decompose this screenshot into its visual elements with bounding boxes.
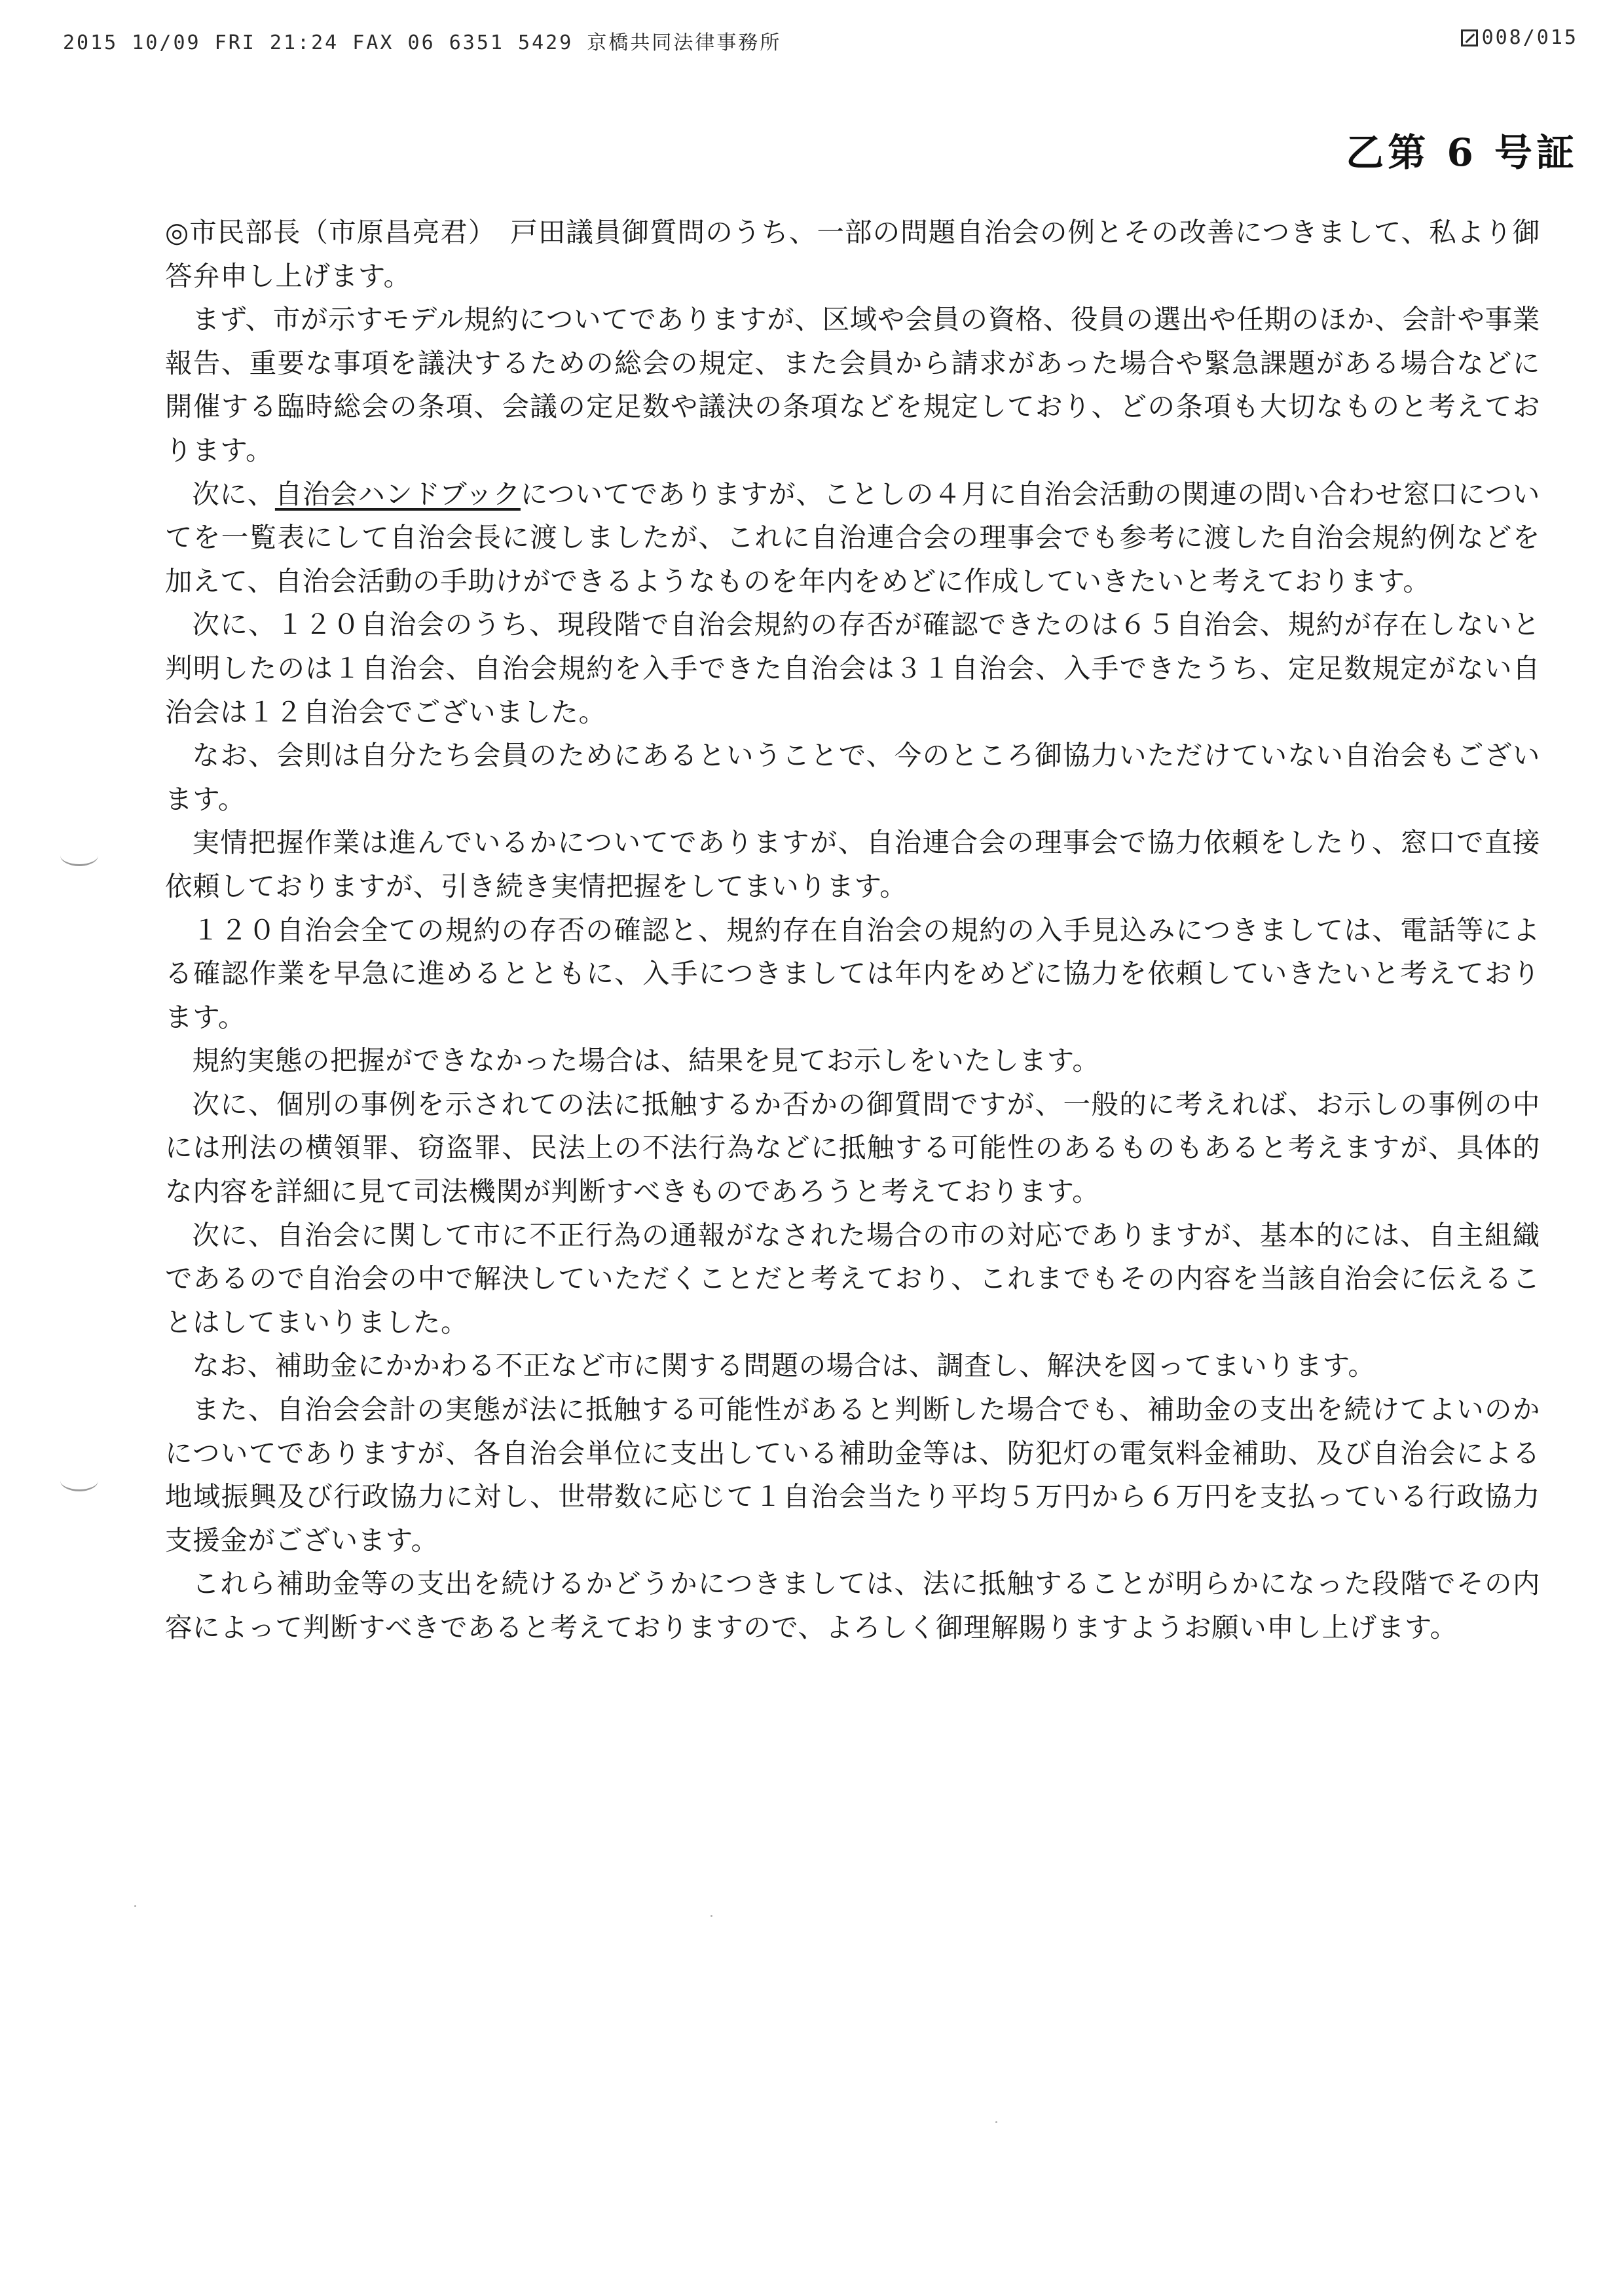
- exhibit-label: 乙第 6 号証: [1346, 130, 1578, 175]
- paragraph-text: についてでありますが、ことしの４月に自治会活動の関連の問い合わせ窓口についてを一覧表にして自治会長に渡しましたが、これに自治連合会の理事会でも参考に渡した自治会規約例などを加えて、自治会活動の手助けができるようなものを年内をめどに作成していきたいと考えております。: [165, 477, 1540, 597]
- scan-speck: [134, 1905, 136, 1907]
- scan-speck: [710, 1915, 712, 1917]
- fax-page-number: [1461, 26, 1578, 49]
- paragraph: まず、市が示すモデル規約についてでありますが、区域や会員の資格、役員の選出や任期のほか、会計や事業報告、重要な事項を議決するための総会の規定、また会員から請求があった場合や緊急課題がある場合などに開催する臨時総会の条項、会議の定足数や議決の条項などを規定しており、どの条項も大切なものと考えております。: [165, 303, 1540, 466]
- paragraph: 次に、自治会に関して市に不正行為の通報がなされた場合の市の対応でありますが、基本的には、自主組織であるので自治会の中で解決していただくことだと考えており、これまでもその内容を当該自治会に伝えることはしてまいりました。: [165, 1218, 1540, 1338]
- paragraph: １２０自治会全ての規約の存否の確認と、規約存在自治会の規約の入手見込みにつきましては、電話等による確認作業を早急に進めるとともに、入手につきましては年内をめどに協力を依頼していきたいと考えております。: [165, 913, 1540, 1033]
- paragraph: [165, 473, 1540, 604]
- paragraph: 実情把握作業は進んでいるかについてでありますが、自治連合会の理事会で協力依頼をしたり、窓口で直接依頼しておりますが、引き続き実情把握をしてまいります。: [165, 826, 1540, 902]
- fax-checkbox-icon: [1461, 29, 1478, 46]
- punch-hole-mark: [60, 1470, 98, 1491]
- handbook-underlined-term: 自治会ハンドブック: [274, 477, 521, 510]
- paragraph: 規約実態の把握ができなかった場合は、結果を見てお示しをいたします。: [192, 1044, 1100, 1077]
- paragraph: 次に、個別の事例を示されての法に抵触するか否かの御質問ですが、一般的に考えれば、お示しの事例の中には刑法の横領罪、窃盗罪、民法上の不法行為などに抵触する可能性のあるものもあると考えますが、具体的な内容を詳細に見て司法機関が判断すべきものであろうと考えております。: [165, 1087, 1540, 1208]
- paragraph: なお、補助金にかかわる不正など市に関する問題の場合は、調査し、解決を図ってまいります。: [192, 1349, 1376, 1382]
- scan-speck: [995, 2121, 997, 2123]
- paragraph: これら補助金等の支出を続けるかどうかにつきましては、法に抵触することが明らかになった段階でその内容によって判断すべきであると考えておりますので、よろしく御理解賜りますようお願い申し上げます。: [165, 1567, 1540, 1643]
- fax-header: [63, 22, 1578, 55]
- fax-page-count: 008/015: [1481, 26, 1578, 49]
- punch-hole-mark: [60, 845, 98, 866]
- paragraph: ◎市民部長（市原昌亮君） 戸田議員御質問のうち、一部の問題自治会の例とその改善につきまして、私より御答弁申し上げます。: [165, 216, 1540, 292]
- paragraph: なお、会則は自分たち会員のためにあるということで、今のところ御協力いただけていない自治会もございます。: [165, 739, 1540, 815]
- fax-transmission-line: 2015 10/09 FRI 21:24 FAX 06 6351 5429 京橋共同法律事務所: [63, 31, 782, 54]
- paragraph-text: 次に、: [192, 477, 275, 510]
- paragraph: 次に、１２０自治会のうち、現段階で自治会規約の存否が確認できたのは６５自治会、規約が存在しないと判明したのは１自治会、自治会規約を入手できた自治会は３１自治会、入手できたうち、定足数規定がない自治会は１２自治会でございました。: [165, 608, 1540, 728]
- document-body: [165, 211, 1540, 1650]
- paragraph: また、自治会会計の実態が法に抵触する可能性があると判断した場合でも、補助金の支出を続けてよいのかについてでありますが、各自治会単位に支出している補助金等は、防犯灯の電気料金補助、及び自治会による地域振興及び行政協力に対し、世帯数に応じて１自治会当たり平均５万円から６万円を支払っている行政協力支援金がございます。: [165, 1393, 1540, 1556]
